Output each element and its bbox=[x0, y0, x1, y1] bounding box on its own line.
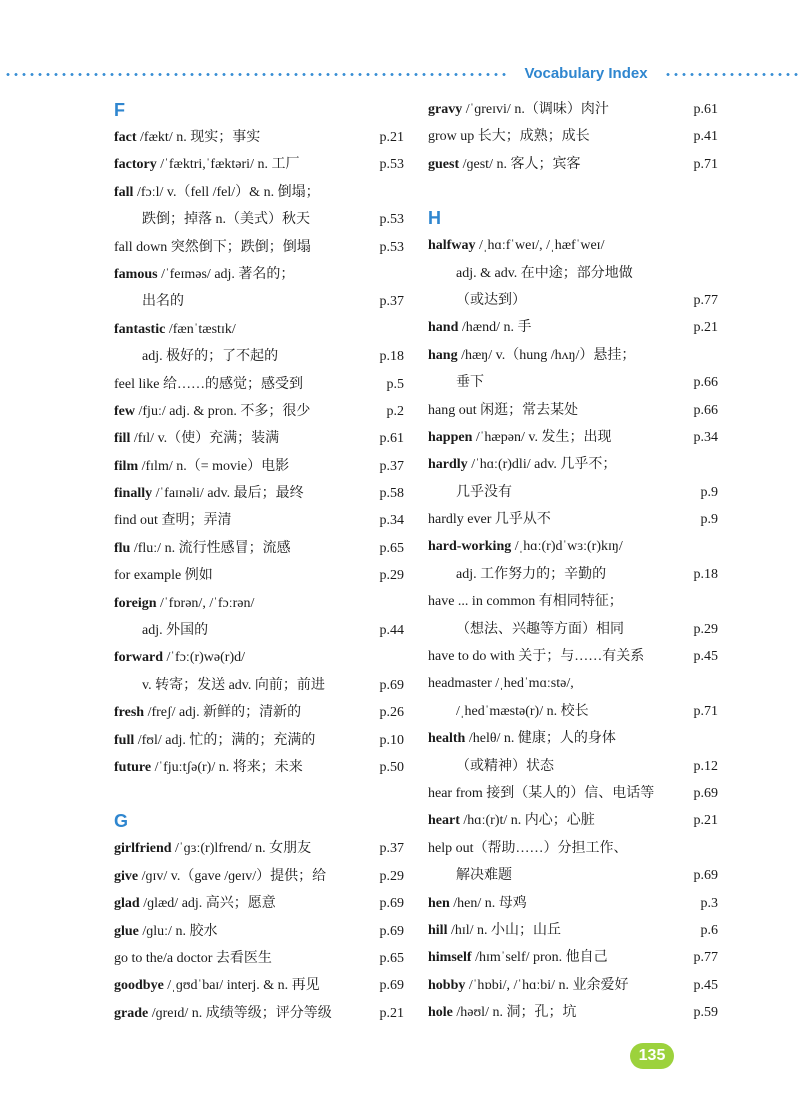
entry-text bbox=[114, 507, 376, 534]
entry-text bbox=[114, 425, 376, 452]
header-title: Vocabulary Index bbox=[524, 65, 648, 82]
page-reference: p.41 bbox=[693, 129, 718, 145]
entry-definition: /ˈfæktri,ˈfæktəri/ n. 工厂 bbox=[156, 157, 300, 173]
entry-text bbox=[428, 506, 697, 533]
entry-text bbox=[428, 780, 690, 807]
entry-text bbox=[428, 917, 697, 944]
entry-text bbox=[428, 397, 690, 424]
entry-definition: /ˈɡɜː(r)lfrend/ n. 女朋友 bbox=[171, 841, 312, 857]
vocab-entry-line bbox=[428, 287, 718, 314]
page-reference: p.29 bbox=[379, 568, 404, 584]
vocab-entry-line bbox=[428, 342, 718, 369]
vocab-entry-line bbox=[114, 617, 404, 644]
headword: hand bbox=[428, 320, 459, 336]
entry-definition: /fɪl/ v.（使）充满；装满 bbox=[130, 431, 280, 447]
vocab-entry-line bbox=[114, 234, 404, 261]
entry-definition: （或达到） bbox=[456, 292, 526, 308]
entry-text bbox=[428, 96, 690, 123]
vocab-column-right bbox=[428, 96, 718, 1027]
entry-text bbox=[114, 699, 376, 726]
page-reference: p.29 bbox=[379, 868, 404, 884]
section-letter: G bbox=[114, 811, 129, 832]
page-reference: p.9 bbox=[700, 512, 718, 528]
headword: goodbye bbox=[114, 978, 164, 994]
page-reference: p.71 bbox=[693, 156, 718, 172]
entry-definition: /ˈfjuːtʃə(r)/ n. 将来；未来 bbox=[151, 759, 303, 775]
entry-definition: /fʊl/ adj. 忙的；满的；充满的 bbox=[134, 732, 316, 748]
entry-definition: /ˌhɑːfˈweɪ/, /ˌhæfˈweɪ/ bbox=[475, 238, 605, 254]
headword: fresh bbox=[114, 705, 145, 721]
entry-definition: /ˈfaɪnəli/ adv. 最后；最终 bbox=[152, 486, 304, 502]
page-reference: p.65 bbox=[379, 950, 404, 966]
headword: fact bbox=[114, 130, 137, 145]
page-reference: p.37 bbox=[379, 841, 404, 857]
vocab-entry-line bbox=[114, 453, 404, 480]
entry-definition: /freʃ/ adj. 新鲜的；清新的 bbox=[144, 705, 302, 721]
entry-text bbox=[428, 123, 690, 150]
entry-definition: feel like 给……的感觉；感受到 bbox=[114, 376, 303, 392]
entry-text bbox=[428, 479, 697, 506]
vocab-entry-line bbox=[114, 507, 404, 534]
vocab-entry-line bbox=[428, 369, 718, 396]
section-gap bbox=[114, 781, 404, 807]
vocab-entry-line bbox=[428, 944, 718, 971]
page-reference: p.66 bbox=[693, 402, 718, 418]
headword: glue bbox=[114, 923, 139, 939]
page-reference: p.50 bbox=[379, 759, 404, 775]
entry-definition: /hæŋ/ v.（hung /hʌŋ/）悬挂； bbox=[457, 347, 636, 363]
entry-text bbox=[114, 835, 376, 862]
vocab-entry-line bbox=[114, 179, 404, 206]
headword: flu bbox=[114, 540, 131, 556]
vocab-entry-line bbox=[428, 561, 718, 588]
headword: fantastic bbox=[114, 321, 166, 337]
entry-text bbox=[428, 643, 690, 670]
vocab-entry-line bbox=[114, 672, 404, 699]
entry-text bbox=[114, 644, 400, 671]
entry-definition: （或精神）状态 bbox=[456, 758, 554, 774]
vocab-entry-line bbox=[114, 151, 404, 178]
page-reference: p.77 bbox=[693, 292, 718, 308]
vocab-entry-line bbox=[114, 644, 404, 671]
entry-definition: have to do with 关于；与……有关系 bbox=[428, 649, 645, 665]
entry-text bbox=[114, 453, 376, 480]
entry-text bbox=[428, 151, 690, 178]
entry-definition: /helθ/ n. 健康；人的身体 bbox=[465, 731, 616, 747]
vocab-entry-line bbox=[114, 288, 404, 315]
entry-text bbox=[114, 754, 376, 781]
entry-definition: grow up 长大；成熟；成长 bbox=[428, 129, 590, 145]
headword: guest bbox=[428, 156, 460, 172]
entry-definition: fall down 突然倒下；跌倒；倒塌 bbox=[114, 239, 311, 255]
entry-definition: adj. 极好的；了不起的 bbox=[142, 349, 279, 365]
entry-text bbox=[114, 480, 376, 507]
entry-text bbox=[114, 288, 376, 315]
vocab-entry-line bbox=[114, 727, 404, 754]
section-letter: H bbox=[428, 208, 441, 229]
entry-text bbox=[428, 533, 714, 560]
vocab-entry-line bbox=[428, 260, 718, 287]
headword: halfway bbox=[428, 238, 476, 254]
vocab-entry-line bbox=[114, 398, 404, 425]
vocab-entry-line bbox=[428, 314, 718, 341]
entry-definition: /fjuː/ adj. & pron. 不多；很少 bbox=[135, 403, 311, 419]
vocab-entry-line bbox=[428, 999, 718, 1026]
entry-definition: /ɡreɪd/ n. 成绩等级；评分等级 bbox=[148, 1005, 332, 1021]
vocab-entry-line bbox=[428, 890, 718, 917]
page-reference: p.21 bbox=[693, 813, 718, 829]
entry-definition: hear from 接到（某人的）信、电话等 bbox=[428, 785, 655, 801]
entry-definition: 解决难题 bbox=[456, 868, 512, 884]
page-reference: p.37 bbox=[379, 458, 404, 474]
page-reference: p.10 bbox=[379, 732, 404, 748]
page-reference: p.45 bbox=[693, 649, 718, 665]
entry-definition: /fluː/ n. 流行性感冒；流感 bbox=[130, 540, 291, 556]
entry-text bbox=[114, 562, 376, 589]
vocab-entry-line bbox=[428, 96, 718, 123]
entry-definition: /ˈhɒbi/, /ˈhɑːbi/ n. 业余爱好 bbox=[465, 977, 629, 993]
page-reference: p.5 bbox=[386, 376, 404, 392]
entry-text bbox=[428, 670, 714, 697]
headword: finally bbox=[114, 486, 153, 502]
vocab-entry-line bbox=[114, 480, 404, 507]
entry-definition: 出名的 bbox=[142, 294, 184, 310]
entry-definition: adj. 工作努力的；辛勤的 bbox=[456, 566, 607, 582]
vocab-entry-line bbox=[114, 206, 404, 233]
entry-definition: adj. & adv. 在中途；部分地做 bbox=[456, 265, 633, 281]
entry-text bbox=[428, 588, 714, 615]
page-reference: p.29 bbox=[693, 621, 718, 637]
page-reference: p.45 bbox=[693, 977, 718, 993]
entry-definition: 几乎没有 bbox=[456, 484, 512, 500]
entry-text bbox=[428, 890, 697, 917]
vocab-entry-line bbox=[114, 590, 404, 617]
entry-text bbox=[428, 314, 690, 341]
header-dotted-rule-right bbox=[664, 73, 800, 76]
vocab-entry-line bbox=[114, 918, 404, 945]
entry-text bbox=[114, 206, 376, 233]
entry-definition: /həʊl/ n. 洞；孔；坑 bbox=[452, 1005, 577, 1021]
entry-text bbox=[114, 918, 376, 945]
page-reference: p.53 bbox=[379, 212, 404, 228]
page-reference: p.71 bbox=[693, 703, 718, 719]
vocab-entry-line bbox=[428, 698, 718, 725]
entry-text bbox=[114, 124, 376, 151]
headword: himself bbox=[428, 950, 472, 966]
entry-text bbox=[428, 835, 714, 862]
entry-text bbox=[114, 617, 376, 644]
entry-definition: help out（帮助……）分担工作、 bbox=[428, 840, 628, 856]
section-letter: F bbox=[114, 100, 125, 120]
page-reference: p.21 bbox=[693, 320, 718, 336]
vocab-entry-line bbox=[428, 397, 718, 424]
page-reference: p.9 bbox=[700, 484, 718, 500]
headword: famous bbox=[114, 266, 158, 282]
headword: full bbox=[114, 732, 135, 748]
vocab-entry-line bbox=[428, 780, 718, 807]
vocab-entry-line bbox=[428, 725, 718, 752]
page-reference: p.6 bbox=[700, 922, 718, 938]
page-reference: p.69 bbox=[379, 896, 404, 912]
vocab-entry-line bbox=[114, 1000, 404, 1027]
headword: hobby bbox=[428, 977, 466, 993]
page-reference: p.3 bbox=[700, 895, 718, 911]
headword: grade bbox=[114, 1005, 149, 1021]
vocab-entry-line bbox=[428, 151, 718, 178]
vocab-entry-line bbox=[428, 670, 718, 697]
headword: heart bbox=[428, 813, 460, 829]
vocab-entry-line bbox=[428, 232, 718, 259]
entry-text bbox=[114, 535, 376, 562]
vocab-entry-line bbox=[428, 643, 718, 670]
entry-text bbox=[428, 561, 690, 588]
entry-text bbox=[428, 287, 690, 314]
entry-definition: /ɡest/ n. 客人；宾客 bbox=[459, 156, 581, 172]
entry-text bbox=[114, 945, 376, 972]
headword: health bbox=[428, 731, 466, 747]
vocab-entry-line bbox=[114, 699, 404, 726]
page-reference: p.69 bbox=[693, 785, 718, 801]
entry-definition: 跌倒；掉落 n.（美式）秋天 bbox=[142, 212, 310, 228]
entry-definition: /ˈfɔː(r)wə(r)d/ bbox=[163, 650, 246, 666]
entry-definition: （想法、兴趣等方面）相同 bbox=[456, 621, 624, 637]
header-dotted-rule-left bbox=[4, 73, 508, 76]
vocab-entry-line bbox=[114, 835, 404, 862]
vocab-entry-line bbox=[428, 451, 718, 478]
entry-definition: /ɡluː/ n. 胶水 bbox=[138, 923, 218, 939]
entry-definition: adj. 外国的 bbox=[142, 623, 209, 639]
vocab-entry-line bbox=[428, 506, 718, 533]
page-reference: p.53 bbox=[379, 239, 404, 255]
entry-definition: /ˌhedˈmæstə(r)/ n. 校长 bbox=[456, 703, 589, 719]
entry-text bbox=[114, 151, 376, 178]
headword: film bbox=[114, 458, 139, 474]
entry-text bbox=[114, 672, 376, 699]
vocab-entry-line bbox=[114, 425, 404, 452]
entry-text bbox=[114, 1000, 376, 1027]
entry-definition: find out 查明；弄清 bbox=[114, 513, 232, 529]
entry-text bbox=[428, 369, 690, 396]
page-reference: p.2 bbox=[386, 403, 404, 419]
headword: fall bbox=[114, 184, 134, 200]
page-reference: p.61 bbox=[379, 431, 404, 447]
page-reference: p.59 bbox=[693, 1005, 718, 1021]
entry-text bbox=[114, 590, 400, 617]
entry-definition: go to the/a doctor 去看医生 bbox=[114, 950, 272, 966]
entry-text bbox=[114, 972, 376, 999]
headword: hill bbox=[428, 922, 448, 938]
vocab-entry-line bbox=[428, 972, 718, 999]
vocab-entry-line bbox=[428, 616, 718, 643]
entry-text bbox=[114, 727, 376, 754]
vocab-entry-line bbox=[428, 123, 718, 150]
entry-definition: hardly ever 几乎从不 bbox=[428, 512, 551, 528]
page-reference: p.12 bbox=[693, 758, 718, 774]
vocab-entry-line bbox=[428, 835, 718, 862]
entry-text bbox=[428, 944, 690, 971]
entry-definition: /ˌhɑː(r)dˈwɜː(r)kɪŋ/ bbox=[511, 539, 623, 555]
entry-text bbox=[114, 261, 400, 288]
entry-text bbox=[114, 234, 376, 261]
headword: few bbox=[114, 403, 135, 419]
entry-text bbox=[114, 890, 376, 917]
page-reference: p.26 bbox=[379, 705, 404, 721]
entry-text bbox=[428, 260, 714, 287]
entry-definition: /ɡɪv/ v.（gave /ɡeɪv/）提供；给 bbox=[138, 868, 327, 884]
entry-definition: have ... in common 有相同特征； bbox=[428, 594, 623, 610]
entry-definition: /ˈɡreɪvi/ n.（调味）肉汁 bbox=[462, 102, 609, 117]
entry-definition: /fækt/ n. 现实；事实 bbox=[136, 130, 261, 145]
vocab-entry-line bbox=[428, 588, 718, 615]
entry-text bbox=[428, 616, 690, 643]
vocab-entry-line bbox=[114, 754, 404, 781]
entry-definition: hang out 闲逛；常去某处 bbox=[428, 402, 579, 418]
page-reference: p.34 bbox=[379, 513, 404, 529]
entry-definition: 垂下 bbox=[456, 375, 484, 391]
entry-definition: /hɪmˈself/ pron. 他自己 bbox=[471, 950, 608, 966]
page-reference: p.58 bbox=[379, 486, 404, 502]
headword: hole bbox=[428, 1005, 453, 1021]
headword: happen bbox=[428, 429, 473, 445]
page-reference: p.34 bbox=[693, 429, 718, 445]
page-reference: p.69 bbox=[693, 868, 718, 884]
page-reference: p.65 bbox=[379, 540, 404, 556]
entry-text bbox=[428, 725, 714, 752]
vocab-entry-line bbox=[428, 753, 718, 780]
vocab-entry-line bbox=[114, 343, 404, 370]
entry-definition: /hɑː(r)t/ n. 内心；心脏 bbox=[459, 813, 595, 829]
page-reference: p.53 bbox=[379, 157, 404, 173]
page-reference: p.66 bbox=[693, 375, 718, 391]
page-reference: p.21 bbox=[379, 1005, 404, 1021]
vocab-entry-line bbox=[428, 917, 718, 944]
page-reference: p.44 bbox=[379, 623, 404, 639]
entry-text bbox=[428, 232, 714, 259]
entry-definition: /ˈfeɪməs/ adj. 著名的； bbox=[157, 266, 295, 282]
vocab-entry-line bbox=[428, 862, 718, 889]
page-reference: p.69 bbox=[379, 923, 404, 939]
vocab-entry-line bbox=[114, 890, 404, 917]
entry-definition: v. 转寄；发送 adv. 向前；前进 bbox=[142, 677, 325, 693]
headword: foreign bbox=[114, 595, 157, 611]
vocab-entry-line bbox=[428, 533, 718, 560]
headword: glad bbox=[114, 896, 140, 912]
entry-definition: /ˌɡʊdˈbaɪ/ interj. & n. 再见 bbox=[163, 978, 320, 994]
vocab-entry-line bbox=[114, 261, 404, 288]
headword: hang bbox=[428, 347, 458, 363]
headword: forward bbox=[114, 650, 163, 666]
headword: hardly bbox=[428, 457, 468, 473]
entry-text bbox=[114, 343, 376, 370]
headword: factory bbox=[114, 157, 157, 173]
entry-text bbox=[428, 342, 714, 369]
vocab-entry-line bbox=[428, 479, 718, 506]
entry-definition: /ˈhɑː(r)dli/ adv. 几乎不； bbox=[467, 457, 617, 473]
headword: future bbox=[114, 759, 152, 775]
page-reference: p.69 bbox=[379, 677, 404, 693]
page-reference: p.69 bbox=[379, 978, 404, 994]
vocab-column-left bbox=[114, 96, 404, 1027]
vocab-entry-line bbox=[428, 424, 718, 451]
section-gap bbox=[428, 178, 718, 204]
headword: fill bbox=[114, 431, 131, 447]
entry-text bbox=[428, 862, 690, 889]
page-reference: p.21 bbox=[379, 130, 404, 145]
entry-definition: headmaster /ˌhedˈmɑːstə/, bbox=[428, 676, 574, 692]
entry-text bbox=[114, 316, 400, 343]
entry-text bbox=[428, 999, 690, 1026]
entry-text bbox=[114, 371, 383, 398]
entry-definition: /fɪlm/ n.（= movie）电影 bbox=[138, 458, 290, 474]
entry-definition: for example 例如 bbox=[114, 568, 213, 584]
entry-definition: /hen/ n. 母鸡 bbox=[449, 895, 527, 911]
vocab-entry-line bbox=[114, 316, 404, 343]
entry-definition: /fɔːl/ v.（fell /fel/）& n. 倒塌； bbox=[133, 184, 320, 200]
page-reference: p.37 bbox=[379, 294, 404, 310]
vocab-entry-line bbox=[114, 945, 404, 972]
entry-definition: /hɪl/ n. 小山；山丘 bbox=[447, 922, 562, 938]
headword: girlfriend bbox=[114, 841, 172, 857]
entry-definition: /hænd/ n. 手 bbox=[458, 320, 532, 336]
page-number-badge: 135 bbox=[630, 1043, 674, 1069]
entry-text bbox=[114, 179, 400, 206]
headword: hen bbox=[428, 895, 450, 911]
vocab-entry-line bbox=[114, 562, 404, 589]
vocab-entry-line bbox=[114, 972, 404, 999]
page-reference: p.77 bbox=[693, 950, 718, 966]
entry-definition: /ˈhæpən/ v. 发生；出现 bbox=[472, 429, 612, 445]
entry-definition: /ˈfɒrən/, /ˈfɔːrən/ bbox=[156, 595, 255, 611]
vocab-entry-line bbox=[428, 807, 718, 834]
entry-text bbox=[428, 451, 714, 478]
entry-definition: /fænˈtæstɪk/ bbox=[165, 321, 236, 337]
page-reference: p.61 bbox=[693, 102, 718, 117]
headword: gravy bbox=[428, 102, 463, 117]
vocab-entry-line bbox=[114, 535, 404, 562]
entry-text bbox=[428, 807, 690, 834]
vocab-entry-line bbox=[114, 371, 404, 398]
headword: give bbox=[114, 868, 139, 884]
entry-text bbox=[114, 863, 376, 890]
entry-text bbox=[428, 753, 690, 780]
entry-text bbox=[428, 698, 690, 725]
page-header bbox=[0, 62, 800, 86]
entry-text bbox=[428, 424, 690, 451]
vocab-entry-line bbox=[114, 124, 404, 151]
page-reference: p.18 bbox=[379, 349, 404, 365]
entry-text bbox=[114, 398, 383, 425]
headword: hard-working bbox=[428, 539, 512, 555]
entry-text bbox=[428, 972, 690, 999]
vocab-entry-line bbox=[114, 863, 404, 890]
entry-definition: /ɡlæd/ adj. 高兴；愿意 bbox=[139, 896, 276, 912]
page-reference: p.18 bbox=[693, 566, 718, 582]
